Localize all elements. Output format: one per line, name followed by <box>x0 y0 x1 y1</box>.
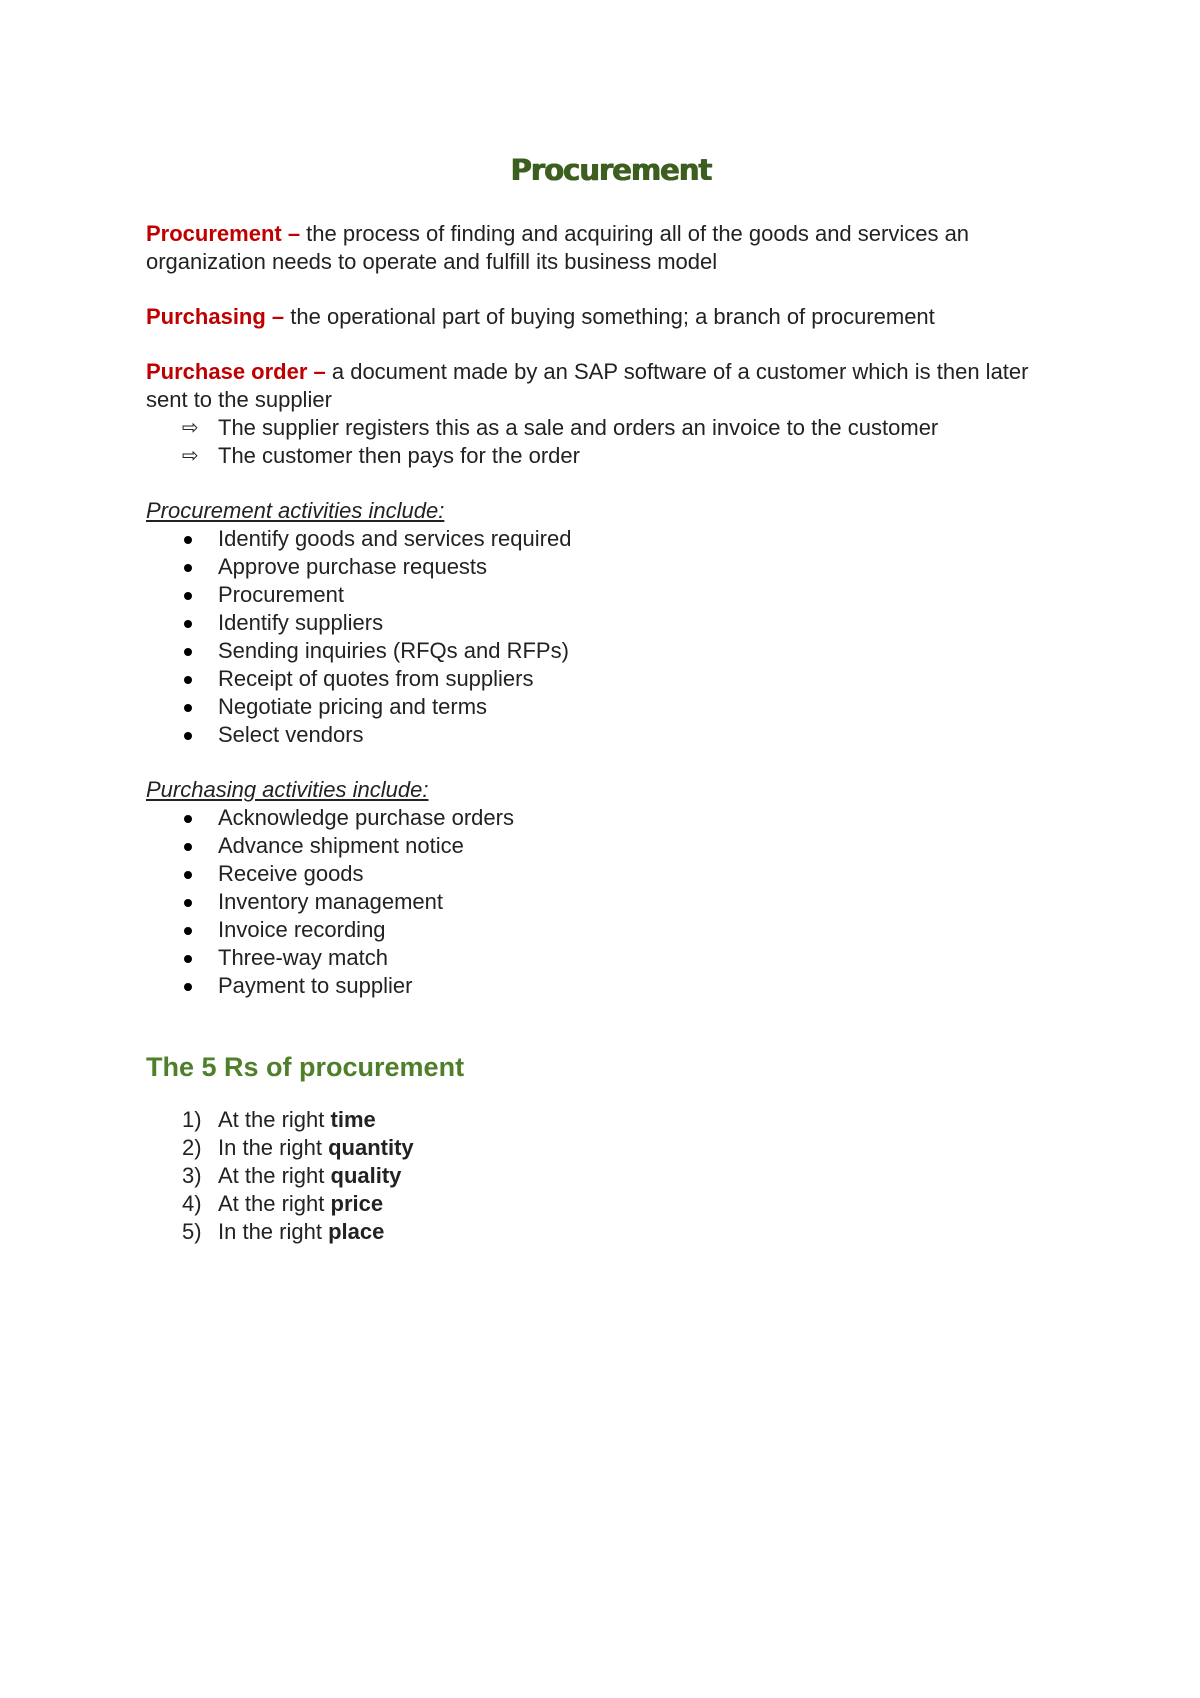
bullet-icon <box>184 815 192 823</box>
bullet-icon <box>184 899 192 907</box>
list-item <box>146 553 1076 581</box>
list-number: 5) <box>182 1219 202 1244</box>
spacer <box>146 749 1076 776</box>
list-item <box>146 414 1076 442</box>
definition-purchasing <box>146 303 1076 331</box>
five-rs-heading: The 5 Rs of procurement <box>146 1052 465 1082</box>
list-item <box>146 944 1076 972</box>
list-item-text: Sending inquiries (RFQs and RFPs) <box>218 638 569 663</box>
bullet-icon <box>184 620 192 628</box>
list-number: 4) <box>182 1191 202 1216</box>
list-item <box>146 581 1076 609</box>
arrow-right-icon: ⇨ <box>182 417 199 439</box>
definition-purchase-order <box>146 358 1076 414</box>
list-item <box>146 609 1076 637</box>
list-item <box>146 525 1076 553</box>
definition-text: the operational part of buying something; a branch of procurement <box>284 304 935 329</box>
list-item <box>146 916 1076 944</box>
list-number: 3) <box>182 1163 202 1188</box>
definition-text: a document made by an SAP software of a customer which is then later sent to the supplier <box>146 359 1029 412</box>
spacer <box>146 331 1076 358</box>
list-item-text: The supplier registers this as a sale and orders an invoice to the customer <box>218 415 939 440</box>
bullet-icon <box>184 676 192 684</box>
definition-term: Purchasing – <box>146 304 285 329</box>
bullet-icon <box>184 955 192 963</box>
bullet-icon <box>184 983 192 991</box>
list-item <box>146 665 1076 693</box>
list-item-text: Identify suppliers <box>218 610 384 635</box>
definition-text: the process of finding and acquiring all of the goods and services an organization needs to operate and fulfill its business model <box>146 221 970 274</box>
arrow-right-icon: ⇨ <box>182 445 199 467</box>
list-item-text: Receipt of quotes from suppliers <box>218 666 534 691</box>
list-item <box>146 637 1076 665</box>
list-item-keyword: place <box>328 1219 385 1244</box>
list-item-text: Procurement <box>218 582 344 607</box>
list-item-text: Receive goods <box>218 861 364 886</box>
list-item-text: The customer then pays for the order <box>218 443 580 468</box>
purchasing-activities-list <box>146 804 1076 1000</box>
definition-term: Purchase order – <box>146 359 326 384</box>
list-item-text: Invoice recording <box>218 917 386 942</box>
list-item <box>146 1134 1076 1162</box>
bullet-icon <box>184 871 192 879</box>
list-item-text: At the right <box>218 1191 331 1216</box>
list-item <box>146 832 1076 860</box>
list-item-text: Select vendors <box>218 722 364 747</box>
list-item-text: Inventory management <box>218 889 444 914</box>
procurement-activities-list <box>146 525 1076 749</box>
list-item <box>146 888 1076 916</box>
list-item <box>146 1162 1076 1190</box>
list-item-keyword: quantity <box>328 1135 414 1160</box>
spacer <box>146 276 1076 303</box>
spacer <box>146 470 1076 497</box>
list-number: 2) <box>182 1135 202 1160</box>
list-item-text: Acknowledge purchase orders <box>218 805 514 830</box>
definition-procurement <box>146 220 1076 276</box>
bullet-icon <box>184 732 192 740</box>
list-item <box>146 693 1076 721</box>
list-item-text: In the right <box>218 1135 329 1160</box>
list-item-text: At the right <box>218 1163 331 1188</box>
bullet-icon <box>184 536 192 544</box>
list-number: 1) <box>182 1107 202 1132</box>
list-item-text: Negotiate pricing and terms <box>218 694 488 719</box>
document-content <box>146 150 1076 1246</box>
list-item-keyword: quality <box>330 1163 402 1188</box>
definition-term: Procurement – <box>146 221 301 246</box>
list-item <box>146 721 1076 749</box>
list-item <box>146 442 1076 470</box>
list-item-keyword: time <box>330 1107 376 1132</box>
bullet-icon <box>184 843 192 851</box>
bullet-icon <box>184 927 192 935</box>
bullet-icon <box>184 564 192 572</box>
procurement-activities-heading: Procurement activities include: <box>146 498 445 523</box>
list-item <box>146 972 1076 1000</box>
list-item-text: Approve purchase requests <box>218 554 488 579</box>
purchasing-activities-heading: Purchasing activities include: <box>146 777 429 802</box>
purchase-order-steps <box>146 414 1076 470</box>
bullet-icon <box>184 648 192 656</box>
list-item-text: Identify goods and services required <box>218 526 572 551</box>
list-item <box>146 804 1076 832</box>
list-item <box>146 1190 1076 1218</box>
list-item-text: Three-way match <box>218 945 388 970</box>
list-item-text: Payment to supplier <box>218 973 413 998</box>
page-title: Procurement <box>510 153 712 187</box>
list-item-text: Advance shipment notice <box>218 833 464 858</box>
bullet-icon <box>184 592 192 600</box>
list-item <box>146 860 1076 888</box>
list-item-keyword: price <box>330 1191 384 1216</box>
list-item-text: At the right <box>218 1107 331 1132</box>
bullet-icon <box>184 704 192 712</box>
list-item-text: In the right <box>218 1219 329 1244</box>
list-item <box>146 1218 1076 1246</box>
five-rs-list <box>146 1106 1076 1246</box>
list-item <box>146 1106 1076 1134</box>
